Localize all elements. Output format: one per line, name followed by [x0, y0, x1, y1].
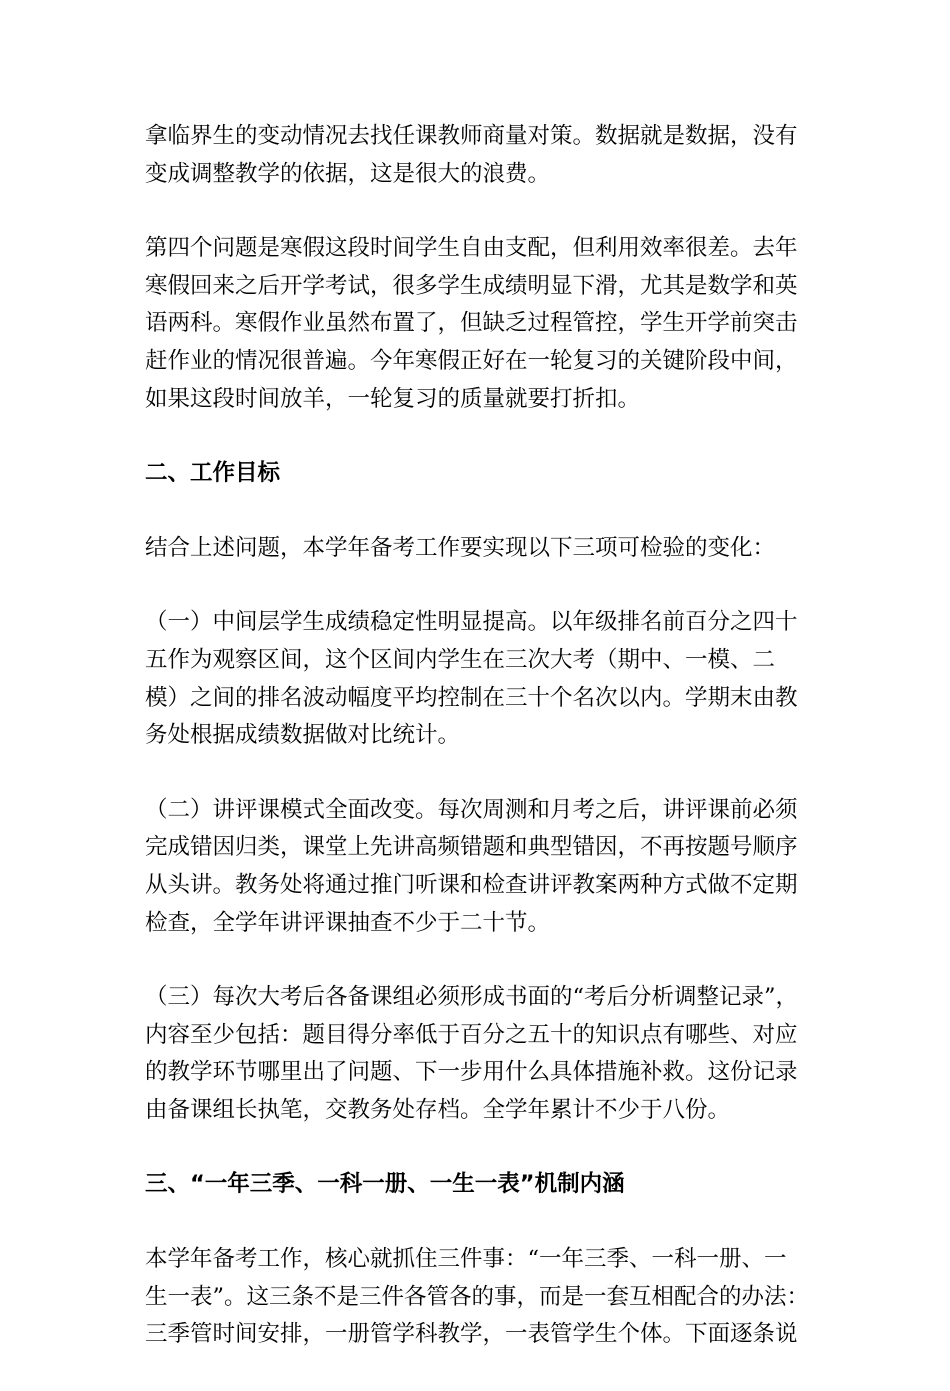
paragraph-goal-2: （二）讲评课模式全面改变。每次周测和月考之后，讲评课前必须 完成错因归类，课堂上先讲高频错题和典型错因，不再按题号顺序 从头讲。教务处将通过推门听课和检查讲评教案两种方式做不定期 检查，全学年讲评课抽查不少于二十节。 — [145, 796, 798, 936]
paragraph-mechanism-intro: 本学年备考工作，核心就抓住三件事：“一年三季、一科一册、一 生一表”。这三条不是三件各管各的事，而是一套互相配合的办法： 三季管时间安排，一册管学科教学，一表管学生个体。下面逐条说 — [145, 1246, 810, 1348]
paragraph-goal-1: （一）中间层学生成绩稳定性明显提高。以年级排名前百分之四十 五作为观察区间，这个区间内学生在三次大考（期中、一模、二 模）之间的排名波动幅度平均控制在三十个名次以内。学期末由教 务处根据成绩数据做对比统计。 — [145, 609, 798, 749]
paragraph-goal-3: （三）每次大考后各备课组必须形成书面的“考后分析调整记录”， 内容至少包括：题目得分率低于百分之五十的知识点有哪些、对应 的教学环节哪里出了问题、下一步用什么具体措施补救。这份记录 由备课组长执笔，交教务处存档。全学年累计不少于八份。 — [145, 984, 799, 1123]
paragraph-goals-intro: 结合上述问题，本学年备考工作要实现以下三项可检验的变化： — [145, 534, 776, 561]
document-body — [145, 118, 815, 1391]
section-heading-work-goals: 二、工作目标 — [145, 460, 281, 487]
paragraph-data-waste: 拿临界生的变动情况去找任课教师商量对策。数据就是数据，没有 变成调整教学的依据，这是很大的浪费。 — [145, 123, 798, 187]
section-heading-mechanism: 三、“一年三季、一科一册、一生一表”机制内涵 — [145, 1171, 625, 1198]
paragraph-winter-break-issue: 第四个问题是寒假这段时间学生自由支配，但利用效率很差。去年 寒假回来之后开学考试，很多学生成绩明显下滑，尤其是数学和英 语两科。寒假作业虽然布置了，但缺乏过程管控，学生开学前突击 赶作业的情况很普遍。今年寒假正好在一轮复习的关键阶段中间， 如果这段时间放羊，一轮复习的质量就要打折扣。 — [145, 235, 798, 412]
